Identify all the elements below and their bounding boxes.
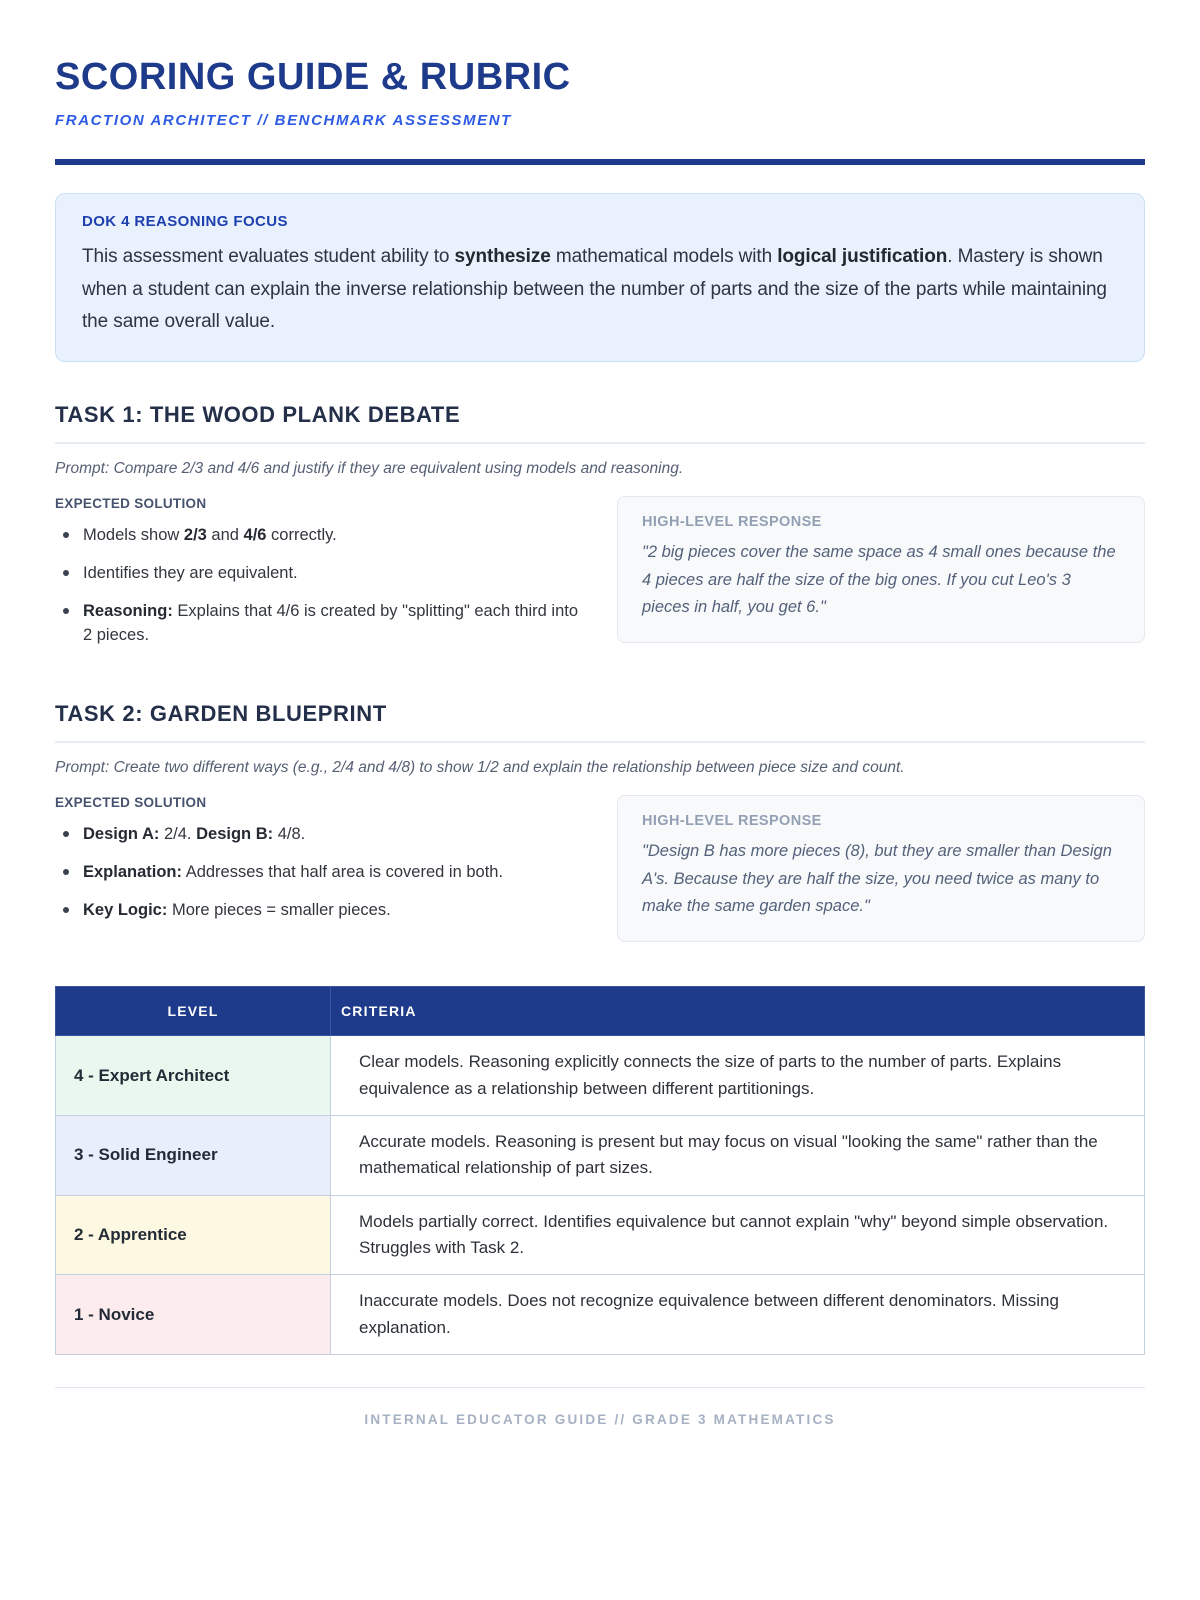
footer-divider	[55, 1387, 1145, 1388]
criteria-cell: Inaccurate models. Does not recognize equivalence between different denominators. Missing explanation.	[331, 1275, 1145, 1355]
response-text: "Design B has more pieces (8), but they are smaller than Design A's. Because they are half the size, you need twice as many to make the same garden space."	[642, 842, 1112, 916]
solution-bullet-list	[55, 822, 583, 922]
solution-bullet-list	[55, 523, 583, 648]
solution-bullet: Models show 2/3 and 4/6 correctly.	[61, 523, 583, 548]
criteria-cell: Clear models. Reasoning explicitly connects the size of parts to the number of parts. Explains equivalence as a relationship between different partitionings.	[331, 1036, 1145, 1116]
page-subtitle: FRACTION ARCHITECT // BENCHMARK ASSESSMENT	[55, 112, 512, 129]
dok-callout	[55, 193, 1145, 362]
page-title: SCORING GUIDE & RUBRIC	[55, 56, 571, 98]
task-1-section	[55, 402, 1145, 661]
response-text: "2 big pieces cover the same space as 4 small ones because the 4 pieces are half the size of the big ones. If you cut Leo's 3 pieces in half, you get 6."	[642, 543, 1116, 617]
task-1-heading: TASK 1: THE WOOD PLANK DEBATE	[55, 402, 461, 428]
level-cell: 2 - Apprentice	[56, 1195, 331, 1275]
section-divider	[55, 741, 1145, 743]
rubric-header-level: LEVEL	[56, 987, 331, 1036]
solution-bullet: Explanation: Addresses that half area is covered in both.	[61, 860, 583, 885]
solution-bullet: Design A: 2/4. Design B: 4/8.	[61, 822, 583, 847]
rubric-row-4	[56, 1036, 1145, 1116]
task-1-prompt: Prompt: Compare 2/3 and 4/6 and justify if they are equivalent using models and reasoning.	[55, 460, 684, 478]
task-2-expected-solution	[55, 795, 583, 935]
rubric-header-criteria: CRITERIA	[331, 987, 1145, 1036]
dok-heading: DOK 4 REASONING FOCUS	[82, 213, 288, 230]
task-1-expected-solution	[55, 496, 583, 661]
solution-bullet: Identifies they are equivalent.	[61, 561, 583, 586]
task-2-response-card	[617, 795, 1145, 942]
task-2-heading: TASK 2: GARDEN BLUEPRINT	[55, 701, 387, 727]
solution-bullet: Key Logic: More pieces = smaller pieces.	[61, 898, 583, 923]
expected-solution-label: EXPECTED SOLUTION	[55, 795, 207, 811]
rubric-header-row	[56, 987, 1145, 1036]
task-2-prompt: Prompt: Create two different ways (e.g., 2/4 and 4/8) to show 1/2 and explain the relationship between piece size and count.	[55, 759, 905, 777]
section-divider	[55, 442, 1145, 444]
header-rule	[55, 159, 1145, 165]
rubric-row-1	[56, 1275, 1145, 1355]
response-label: HIGH-LEVEL RESPONSE	[642, 514, 822, 531]
response-label: HIGH-LEVEL RESPONSE	[642, 813, 822, 830]
footer-text: INTERNAL EDUCATOR GUIDE // GRADE 3 MATHEMATICS	[364, 1411, 836, 1427]
solution-bullet: Reasoning: Explains that 4/6 is created by "splitting" each third into 2 pieces.	[61, 599, 583, 649]
rubric-row-2	[56, 1195, 1145, 1275]
criteria-cell: Models partially correct. Identifies equivalence but cannot explain "why" beyond simple observation. Struggles with Task 2.	[331, 1195, 1145, 1275]
rubric-table	[55, 986, 1145, 1355]
criteria-cell: Accurate models. Reasoning is present but may focus on visual "looking the same" rather than the mathematical relationship of part sizes.	[331, 1115, 1145, 1195]
level-cell: 4 - Expert Architect	[56, 1036, 331, 1116]
task-2-section	[55, 701, 1145, 942]
task-1-response-card	[617, 496, 1145, 643]
level-cell: 1 - Novice	[56, 1275, 331, 1355]
rubric-row-3	[56, 1115, 1145, 1195]
expected-solution-label: EXPECTED SOLUTION	[55, 496, 207, 512]
dok-body: This assessment evaluates student ability to synthesize mathematical models with logical justification. Mastery is shown when a student can explain the inverse relationship between the number of parts and the size of the parts while maintaining the same overall value.	[82, 246, 1107, 333]
level-cell: 3 - Solid Engineer	[56, 1115, 331, 1195]
